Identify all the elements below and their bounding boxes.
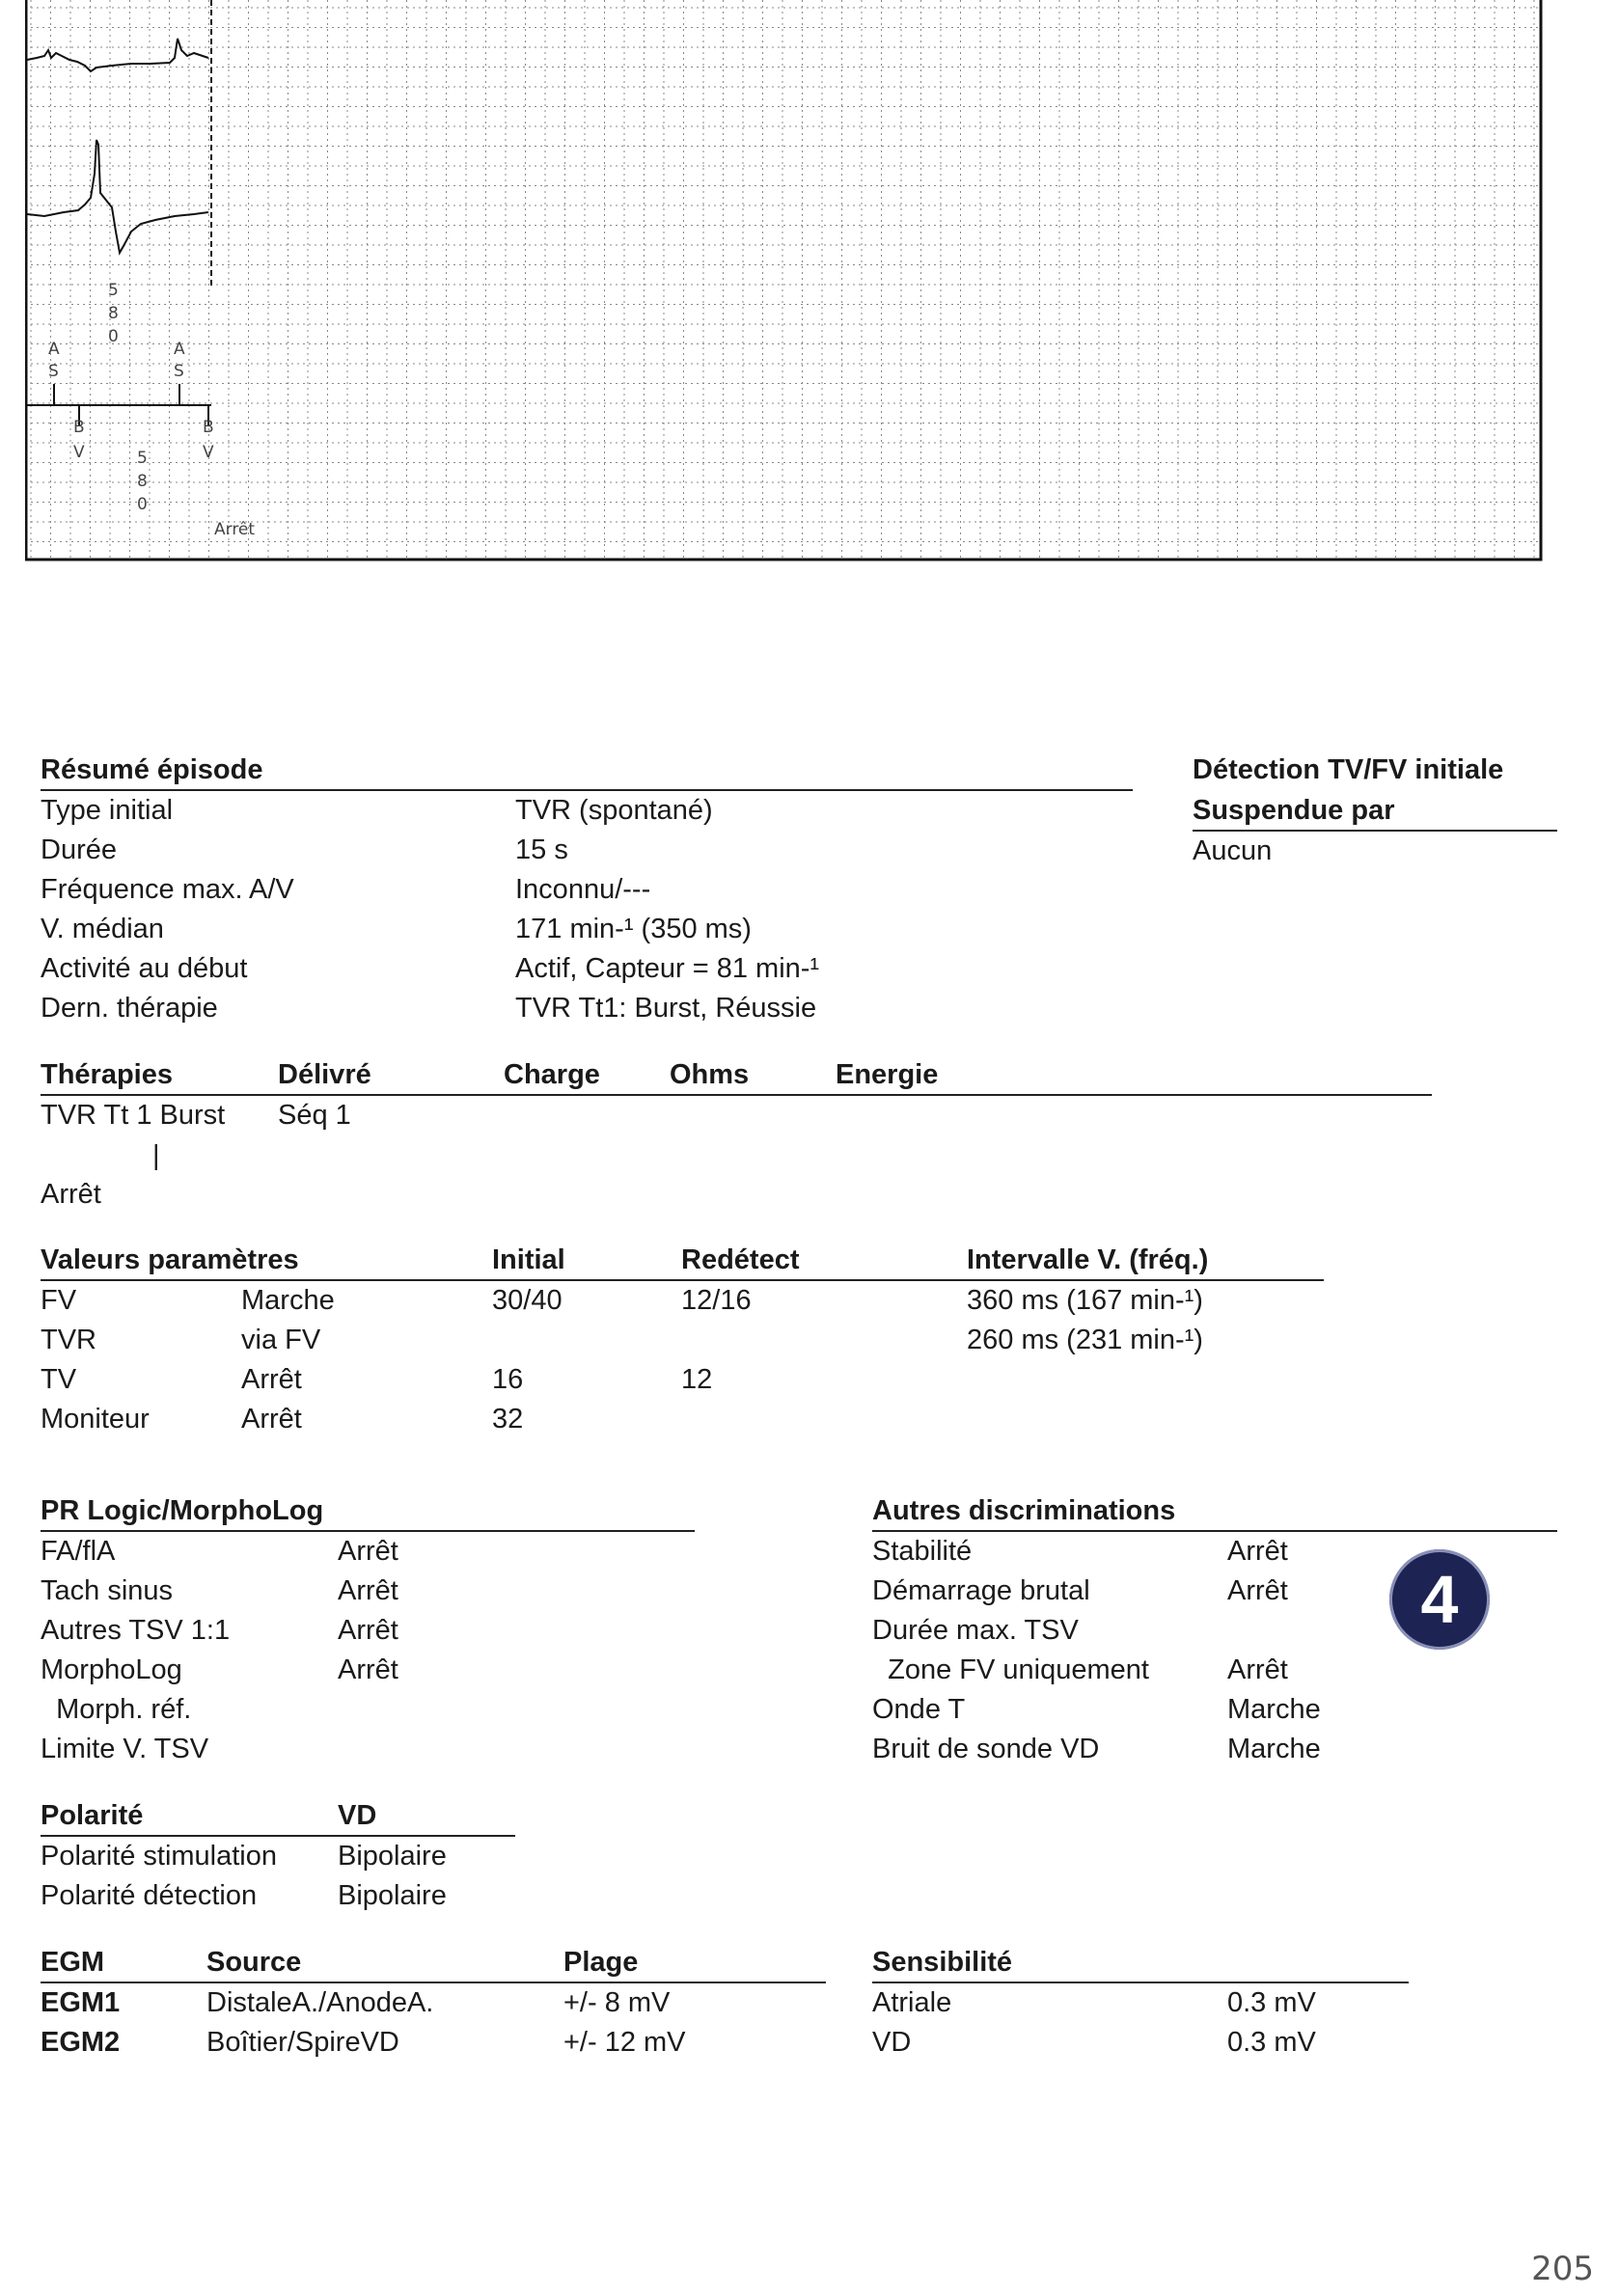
params-cell: via FV — [241, 1325, 321, 1355]
episode-cell: Activité au début — [41, 953, 248, 984]
egm-header-range: Plage — [563, 1947, 639, 1978]
suspended-title: Suspendue par — [1193, 795, 1395, 826]
sensitivity-rule — [872, 1982, 1409, 1983]
page-number: 205 — [1531, 2250, 1594, 2288]
params-cell: 360 ms (167 min-¹) — [967, 1285, 1203, 1316]
marker-as1-a: A — [48, 340, 60, 359]
params-cell: 30/40 — [492, 1285, 563, 1316]
sens-cell: 0.3 mV — [1227, 2027, 1316, 2058]
prlogic-cell: Autres TSV 1:1 — [41, 1615, 231, 1646]
episode-cell: Actif, Capteur = 81 min-¹ — [515, 953, 820, 984]
egm-cell: Boîtier/SpireVD — [206, 2027, 399, 2058]
params-cell: TVR — [41, 1325, 96, 1355]
marker-bv2-b: B — [203, 418, 214, 437]
therapy-bar: | — [152, 1140, 160, 1171]
other-cell: Arrêt — [1227, 1536, 1288, 1567]
params-cell: 32 — [492, 1404, 524, 1435]
marker-bv1-v: V — [73, 443, 85, 462]
polarity-cell: Polarité stimulation — [41, 1841, 277, 1872]
sens-cell: 0.3 mV — [1227, 1987, 1316, 2018]
interval-bottom-3: 0 — [137, 495, 148, 514]
marker-as1-s: S — [48, 362, 59, 381]
episode-cell: Durée — [41, 834, 117, 865]
marker-bv1-b: B — [73, 418, 85, 437]
therapies-header-therapies: Thérapies — [41, 1059, 173, 1090]
prlogic-cell: Limite V. TSV — [41, 1734, 209, 1764]
sensitivity-title: Sensibilité — [872, 1947, 1013, 1978]
interval-top-2: 8 — [108, 304, 119, 323]
polarity-cell: Bipolaire — [338, 1880, 447, 1911]
egm-header-source: Source — [206, 1947, 302, 1978]
egm-cell: +/- 12 mV — [563, 2027, 686, 2058]
egm-cell: EGM1 — [41, 1987, 121, 2018]
therapies-header-energy: Energie — [836, 1059, 939, 1090]
episode-cell: TVR Tt1: Burst, Réussie — [515, 993, 817, 1024]
ecg-frame — [26, 0, 1541, 560]
ecg-stop-label: Arrêt — [214, 520, 256, 539]
therapies-header-charge: Charge — [504, 1059, 600, 1090]
params-cell: TV — [41, 1364, 77, 1395]
marker-as2-a: A — [174, 340, 185, 359]
other-cell: Démarrage brutal — [872, 1575, 1090, 1606]
params-cell: 12 — [681, 1364, 713, 1395]
therapy-delivered: Séq 1 — [278, 1100, 351, 1131]
other-cell: Marche — [1227, 1694, 1321, 1725]
other-cell: Arrêt — [1227, 1575, 1288, 1606]
prlogic-cell: Morph. réf. — [41, 1694, 192, 1725]
interval-top-3: 0 — [108, 327, 119, 346]
episode-cell: Type initial — [41, 795, 174, 826]
params-cell: 16 — [492, 1364, 524, 1395]
interval-bottom-1: 5 — [137, 449, 148, 468]
polarity-header-vd: VD — [338, 1800, 377, 1831]
other-cell: Stabilité — [872, 1536, 973, 1567]
params-cell: Arrêt — [241, 1404, 302, 1435]
polarity-header-title: Polarité — [41, 1800, 144, 1831]
params-cell: Arrêt — [241, 1364, 302, 1395]
other-cell: Arrêt — [1227, 1654, 1288, 1685]
params-cell: Marche — [241, 1285, 335, 1316]
other-cell: Bruit de sonde VD — [872, 1734, 1100, 1764]
episode-cell: 171 min-¹ (350 ms) — [515, 914, 752, 944]
therapy-name: TVR Tt 1 Burst — [41, 1100, 226, 1131]
egm-cell: EGM2 — [41, 2027, 121, 2058]
prlogic-cell: MorphoLog — [41, 1654, 182, 1685]
episode-cell: V. médian — [41, 914, 164, 944]
prlogic-cell: Tach sinus — [41, 1575, 174, 1606]
egm-cell: DistaleA./AnodeA. — [206, 1987, 434, 2018]
prlogic-cell: Arrêt — [338, 1536, 398, 1567]
egm1-trace — [27, 39, 208, 71]
params-cell: 260 ms (231 min-¹) — [967, 1325, 1203, 1355]
episode-title: Résumé épisode — [41, 754, 263, 785]
ecg-strip — [25, 0, 1546, 561]
other-cell: Marche — [1227, 1734, 1321, 1764]
prlogic-cell: Arrêt — [338, 1654, 398, 1685]
params-header-initial: Initial — [492, 1244, 565, 1275]
therapies-header-ohms: Ohms — [670, 1059, 750, 1090]
prlogic-cell: FA/flA — [41, 1536, 116, 1567]
sens-cell: VD — [872, 2027, 912, 2058]
therapy-stop: Arrêt — [41, 1179, 101, 1210]
polarity-cell: Polarité détection — [41, 1880, 258, 1911]
episode-cell: Fréquence max. A/V — [41, 874, 294, 905]
therapies-header-delivered: Délivré — [278, 1059, 371, 1090]
polarity-cell: Bipolaire — [338, 1841, 447, 1872]
sens-cell: Atriale — [872, 1987, 952, 2018]
episode-cell: Inconnu/--- — [515, 874, 651, 905]
egm2-trace — [27, 140, 208, 253]
params-cell: 12/16 — [681, 1285, 752, 1316]
params-header-interval: Intervalle V. (fréq.) — [967, 1244, 1209, 1275]
interval-top-1: 5 — [108, 281, 119, 300]
interval-bottom-2: 8 — [137, 472, 148, 491]
episode-cell: 15 s — [515, 834, 568, 865]
marker-as2-s: S — [174, 362, 184, 381]
egm-cell: +/- 8 mV — [563, 1987, 671, 2018]
other-title: Autres discriminations — [872, 1495, 1176, 1526]
params-cell: Moniteur — [41, 1404, 150, 1435]
suspended-value: Aucun — [1193, 835, 1273, 866]
other-cell: Onde T — [872, 1694, 966, 1725]
prlogic-cell: Arrêt — [338, 1615, 398, 1646]
other-cell: Zone FV uniquement — [872, 1654, 1149, 1685]
episode-cell: TVR (spontané) — [515, 795, 713, 826]
ecg-grid — [25, 0, 1540, 558]
detection-title: Détection TV/FV initiale — [1193, 754, 1504, 785]
section-number-badge: 4 — [1389, 1549, 1490, 1650]
prlogic-cell: Arrêt — [338, 1575, 398, 1606]
other-cell: Durée max. TSV — [872, 1615, 1079, 1646]
prlogic-title: PR Logic/MorphoLog — [41, 1495, 324, 1526]
other-rule — [872, 1530, 1557, 1532]
params-cell: FV — [41, 1285, 77, 1316]
therapies-rule — [41, 1094, 1432, 1096]
params-header-name: Valeurs paramètres — [41, 1244, 299, 1275]
marker-channel — [27, 281, 255, 539]
params-header-redetect: Redétect — [681, 1244, 800, 1275]
egm-header-egm: EGM — [41, 1947, 105, 1978]
marker-bv2-v: V — [203, 443, 214, 462]
episode-cell: Dern. thérapie — [41, 993, 218, 1024]
